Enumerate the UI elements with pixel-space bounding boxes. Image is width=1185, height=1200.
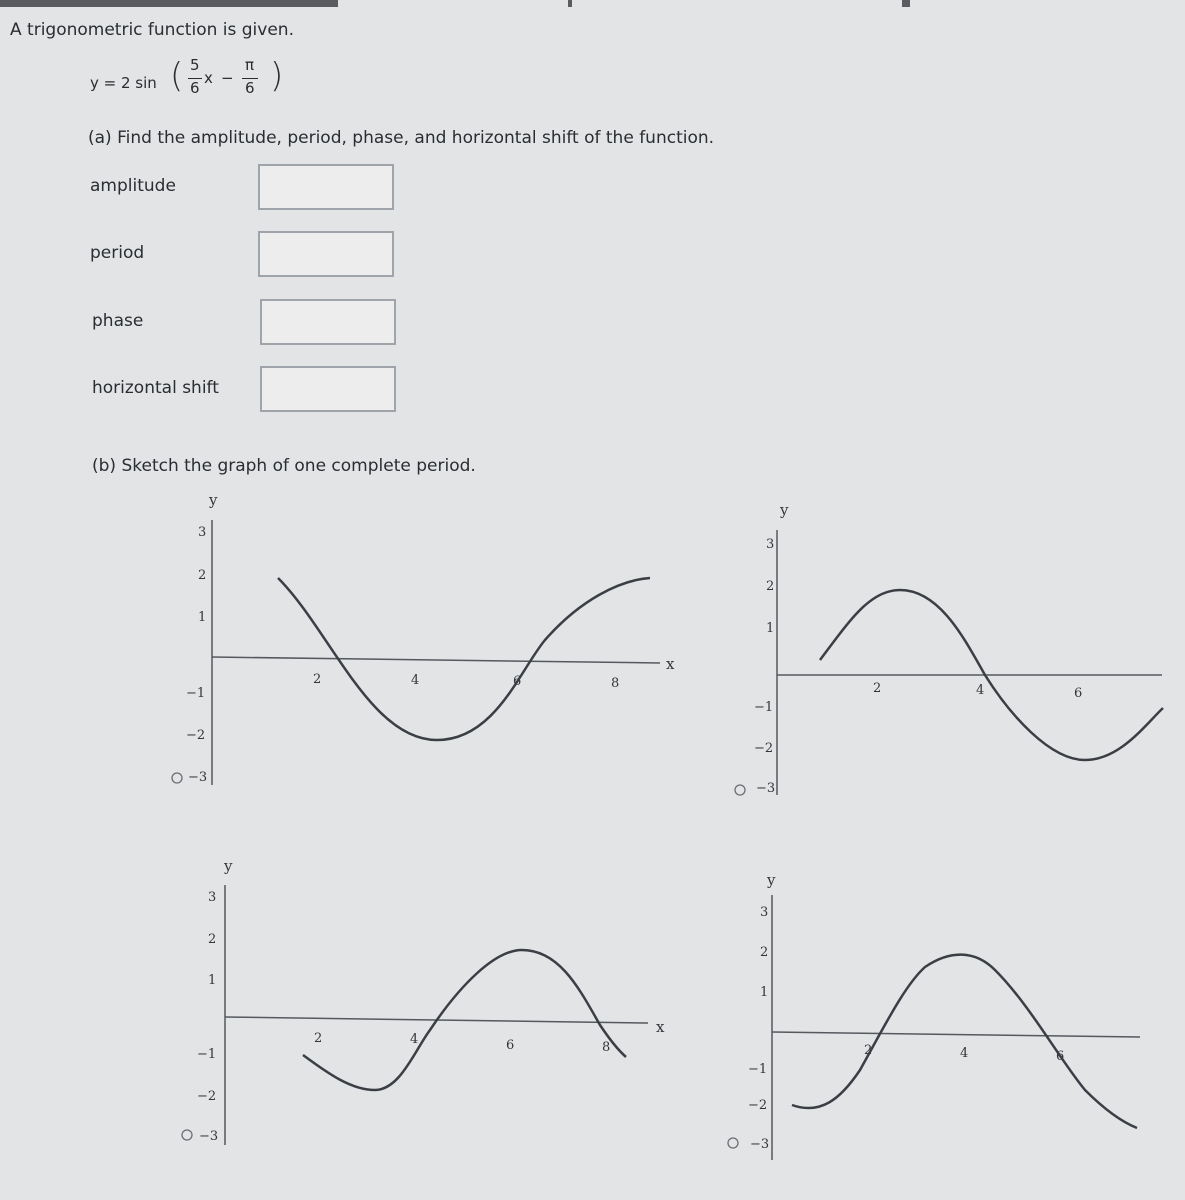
problem-statement: A trigonometric function is given. bbox=[10, 20, 294, 40]
graph-option-2 bbox=[735, 501, 1163, 796]
x-axis-label: x bbox=[656, 1018, 665, 1036]
y-tick-label: 3 bbox=[208, 890, 217, 905]
right-paren: ) bbox=[270, 56, 284, 96]
frac2-denominator: 6 bbox=[245, 79, 255, 97]
y-tick-label: 3 bbox=[766, 537, 775, 552]
x-tick-label: 8 bbox=[611, 676, 620, 691]
y-tick-label: −2 bbox=[197, 1089, 217, 1104]
y-tick-label: 2 bbox=[208, 932, 217, 947]
option-radio[interactable] bbox=[735, 785, 745, 795]
x-tick-label: 4 bbox=[976, 683, 985, 698]
x-axis bbox=[772, 1032, 1140, 1037]
part-b-instruction: (b) Sketch the graph of one complete period. bbox=[92, 456, 476, 476]
y-tick-label: −3 bbox=[756, 781, 776, 796]
graph-option-4 bbox=[728, 871, 1140, 1160]
y-tick-label: 2 bbox=[766, 579, 775, 594]
equation-lhs: y = 2 sin bbox=[90, 74, 157, 92]
y-tick-label: 2 bbox=[760, 945, 769, 960]
part-a-instruction: (a) Find the amplitude, period, phase, and horizontal shift of the function. bbox=[88, 128, 715, 148]
graph-option-3 bbox=[182, 857, 665, 1145]
y-axis-label: y bbox=[209, 491, 218, 509]
x-tick-label: 6 bbox=[1056, 1049, 1065, 1064]
y-tick-label: 1 bbox=[766, 621, 775, 636]
y-tick-label: 3 bbox=[198, 525, 207, 540]
x-axis-label: x bbox=[666, 655, 675, 673]
y-tick-label: −3 bbox=[750, 1137, 770, 1152]
y-tick-label: −2 bbox=[754, 741, 774, 756]
y-axis-label: y bbox=[767, 871, 776, 889]
period-label: period bbox=[90, 243, 145, 263]
y-axis-label: y bbox=[780, 501, 789, 519]
y-tick-label: −1 bbox=[754, 700, 774, 715]
y-axis-label: y bbox=[224, 857, 233, 875]
option-radio[interactable] bbox=[172, 773, 182, 783]
frac2-numerator: π bbox=[245, 56, 255, 74]
y-tick-label: −1 bbox=[197, 1047, 217, 1062]
x-tick-label: 2 bbox=[873, 681, 882, 696]
y-tick-label: 1 bbox=[208, 973, 217, 988]
y-tick-label: −2 bbox=[186, 728, 206, 743]
frac1-numerator: 5 bbox=[190, 56, 200, 74]
x-tick-label: 2 bbox=[314, 1031, 323, 1046]
y-tick-label: −3 bbox=[199, 1129, 219, 1144]
equation-minus: − bbox=[221, 69, 234, 87]
y-tick-label: −3 bbox=[188, 770, 208, 785]
graph-option-1 bbox=[172, 491, 675, 785]
x-tick-label: 2 bbox=[864, 1043, 873, 1058]
phase-label: phase bbox=[92, 311, 144, 331]
x-tick-label: 6 bbox=[1074, 686, 1083, 701]
y-tick-label: 1 bbox=[760, 985, 769, 1000]
frac1-denominator: 6 bbox=[190, 79, 200, 97]
y-tick-label: −1 bbox=[186, 686, 206, 701]
x-tick-label: 4 bbox=[410, 1032, 419, 1047]
y-tick-label: −2 bbox=[748, 1098, 768, 1113]
y-tick-label: 2 bbox=[198, 568, 207, 583]
horizontal-shift-label: horizontal shift bbox=[92, 378, 219, 398]
y-tick-label: −1 bbox=[748, 1062, 768, 1077]
left-paren: ( bbox=[170, 56, 184, 96]
x-axis bbox=[212, 657, 660, 663]
equation-variable: x bbox=[204, 69, 213, 87]
y-tick-label: 3 bbox=[760, 905, 769, 920]
y-tick-label: 1 bbox=[198, 610, 207, 625]
x-tick-label: 6 bbox=[506, 1038, 515, 1053]
sine-curve bbox=[792, 955, 1137, 1128]
x-tick-label: 4 bbox=[960, 1046, 969, 1061]
x-tick-label: 6 bbox=[513, 674, 522, 689]
x-tick-label: 4 bbox=[411, 673, 420, 688]
option-radio[interactable] bbox=[728, 1138, 738, 1148]
amplitude-label: amplitude bbox=[90, 176, 176, 196]
option-radio[interactable] bbox=[182, 1130, 192, 1140]
x-tick-label: 8 bbox=[602, 1040, 611, 1055]
x-tick-label: 2 bbox=[313, 672, 322, 687]
